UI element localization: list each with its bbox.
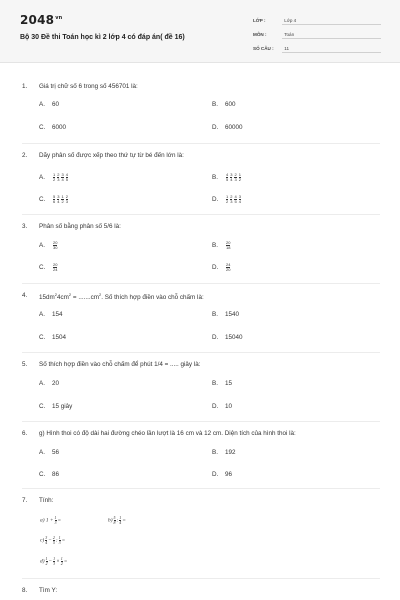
option-value: 56 [52, 449, 60, 456]
option-c[interactable] [39, 195, 69, 204]
option-a[interactable] [39, 449, 59, 456]
option-value: 60000 [225, 124, 243, 131]
meta-label: MÔN : [253, 32, 267, 37]
option-key: C. [39, 264, 46, 272]
option-value: 154 [52, 311, 63, 318]
option-key: B. [212, 242, 218, 250]
fraction-image: $\frac{20}{30}$ [53, 240, 58, 250]
question-number: 6. [22, 430, 28, 437]
option-key: A. [39, 174, 45, 182]
text-part: = .......cm [71, 294, 99, 302]
option-value: 10 [225, 403, 233, 410]
meta-value: 11 [284, 46, 290, 51]
logo-suffix: vn [55, 15, 63, 21]
option-c[interactable] [39, 471, 59, 478]
question-number: 5. [22, 361, 28, 368]
option-value: 15 [225, 380, 233, 387]
option-a[interactable] [39, 311, 63, 318]
question-number: 1. [22, 83, 28, 90]
option-key: B. [212, 380, 218, 387]
subquestion-label: c) [40, 537, 45, 544]
question-divider [22, 578, 380, 579]
option-value: 600 [225, 101, 236, 108]
option-key: D. [212, 471, 219, 478]
fraction-image: $\frac{20}{24}$ [53, 262, 58, 272]
document-title: Bộ 30 Đề thi Toán học kì 2 lớp 4 có đáp án( đề 16) [20, 34, 185, 41]
option-d[interactable] [212, 334, 243, 341]
option-b[interactable] [212, 173, 242, 182]
option-key: B. [212, 311, 218, 318]
document-header [0, 0, 400, 63]
option-key: B. [212, 174, 218, 182]
question-text: Tính: [39, 497, 54, 504]
option-key: A. [39, 101, 45, 108]
option-d[interactable] [212, 471, 232, 478]
option-value: 6000 [52, 124, 67, 131]
option-a[interactable] [39, 101, 59, 108]
option-c[interactable] [39, 403, 72, 410]
option-b[interactable] [212, 311, 239, 318]
superscript: 2 [98, 292, 102, 297]
meta-subject [253, 32, 381, 37]
meta-question-count [253, 46, 381, 51]
question-divider [22, 352, 380, 353]
option-value: 86 [52, 471, 60, 478]
subquestion-label: d) [40, 558, 45, 565]
text-part: 4cm [57, 294, 69, 302]
option-key: D. [212, 124, 219, 131]
option-value: 1504 [52, 334, 67, 341]
fraction-sequence-image: $\frac{1}{2}$ $\frac{2}{3}$ $\frac{4}{5}$ $\frac{3}{4}$ [226, 194, 241, 204]
question-number: 7. [22, 497, 28, 504]
subquestion-label: b) [108, 517, 113, 524]
option-value: 20 [52, 380, 60, 387]
meta-grade [253, 18, 381, 23]
option-key: A. [39, 449, 45, 456]
subquestion-a: a) 1 + $\frac{1}{3}$ = [40, 515, 62, 525]
superscript: 2 [68, 292, 72, 297]
option-key: D. [212, 196, 219, 204]
option-d[interactable] [212, 263, 231, 272]
option-c[interactable] [39, 334, 66, 341]
question-text: Phân số bằng phân số 5/6 là: [39, 223, 121, 230]
meta-underline [282, 24, 381, 25]
option-key: C. [39, 403, 46, 410]
option-d[interactable] [212, 403, 232, 410]
option-key: D. [212, 403, 219, 410]
question-divider [22, 214, 380, 215]
meta-underline [282, 52, 381, 53]
option-key: B. [212, 101, 218, 108]
text-part: 15dm [39, 294, 55, 302]
question-divider [22, 421, 380, 422]
option-key: A. [39, 311, 45, 318]
option-b[interactable] [212, 241, 231, 250]
superscript: 2 [54, 292, 57, 297]
option-value: 15 giây [52, 403, 73, 410]
question-text: Tìm Y: [39, 587, 58, 594]
option-value: 192 [225, 449, 236, 456]
meta-value: Lớp 4 [284, 18, 297, 23]
option-key: B. [212, 449, 218, 456]
option-b[interactable] [212, 380, 232, 387]
question-divider [22, 488, 380, 489]
option-key: C. [39, 124, 46, 131]
option-a[interactable] [39, 241, 58, 250]
fraction-image: $\frac{20}{18}$ [226, 240, 231, 250]
subquestion-b: b) $\frac{5}{8}$ : $\frac{1}{4}$ = [108, 515, 126, 525]
meta-label: LỚP : [253, 18, 266, 23]
option-value: 60 [52, 101, 60, 108]
subquestion-d: d) $\frac{1}{2}$ − $\frac{1}{3}$ × $\frac{1}{2}$ = [40, 556, 68, 566]
question-divider [22, 143, 380, 144]
fraction-sequence-image: $\frac{1}{2}$ $\frac{2}{3}$ $\frac{3}{4}$ $\frac{4}{5}$ [53, 172, 68, 182]
question-number: 3. [22, 223, 28, 230]
fraction-sequence-image: $\frac{4}{5}$ $\frac{3}{4}$ $\frac{2}{3}$ $\frac{1}{2}$ [226, 172, 241, 182]
site-logo[interactable] [20, 13, 62, 27]
option-d[interactable] [212, 195, 242, 204]
option-key: C. [39, 334, 46, 341]
fraction-image: $\frac{24}{20}$ [226, 262, 231, 272]
meta-value: Toán [284, 32, 295, 37]
option-value: 96 [225, 471, 233, 478]
question-text: Số thích hợp điền vào chỗ chấm để phút 1/4 = ..... giây là: [39, 361, 201, 368]
logo-text: 2048 [20, 13, 55, 27]
option-key: D. [212, 264, 219, 272]
option-key: A. [39, 380, 45, 387]
option-c[interactable] [39, 124, 66, 131]
question-text [39, 292, 204, 301]
meta-underline [282, 38, 381, 39]
option-key: C. [39, 471, 46, 478]
question-number: 4. [22, 292, 28, 299]
option-value: 15040 [225, 334, 243, 341]
question-text: Giá trị chữ số 6 trong số 456701 là: [39, 83, 138, 90]
option-value: 1540 [225, 311, 240, 318]
option-key: D. [212, 334, 219, 341]
subquestion-c: c) $\frac{3}{4}$ − $\frac{2}{5}$ : $\frac{1}{3}$ = [40, 535, 66, 545]
option-a[interactable] [39, 380, 59, 387]
option-c[interactable] [39, 263, 58, 272]
text-part: . Số thích hợp điền vào chỗ chấm là: [101, 294, 204, 302]
question-number: 8. [22, 587, 28, 594]
meta-label: SỐ CÂU : [253, 46, 274, 51]
option-key: A. [39, 242, 45, 250]
question-text: g) Hình thoi có độ dài hai đường chéo lần lượt là 16 cm và 12 cm. Diện tích của hình thoi là: [39, 430, 296, 437]
question-number: 2. [22, 152, 28, 159]
question-divider [22, 283, 380, 284]
fraction-sequence-image: $\frac{5}{6}$ $\frac{3}{4}$ $\frac{1}{2}$ $\frac{2}{3}$ [53, 194, 68, 204]
subquestion-label: a) 1 + [40, 517, 54, 524]
option-b[interactable] [212, 101, 236, 108]
option-key: C. [39, 196, 46, 204]
option-b[interactable] [212, 449, 236, 456]
option-a[interactable] [39, 173, 69, 182]
option-d[interactable] [212, 124, 243, 131]
question-text: Dãy phân số được xếp theo thứ tự từ bé đến lớn là: [39, 152, 184, 159]
